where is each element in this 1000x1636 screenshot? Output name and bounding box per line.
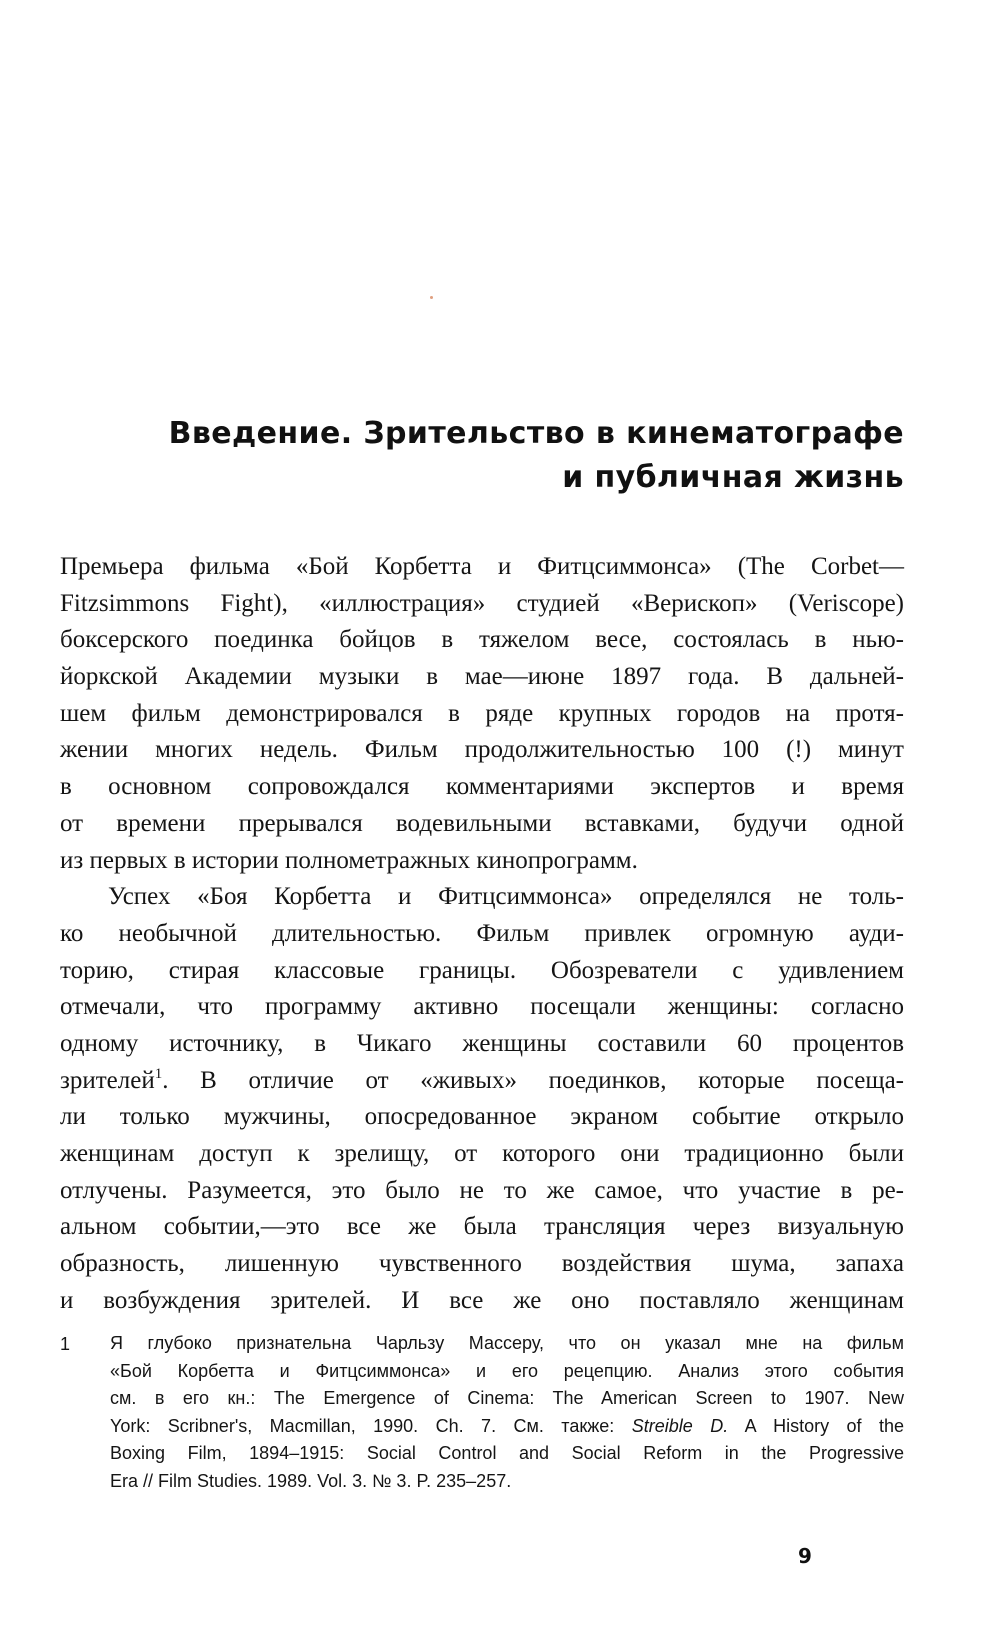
footnote-number: 1 bbox=[60, 1334, 71, 1354]
body-text bbox=[60, 549, 904, 1319]
footnote-line: «Бой Корбетта и Фитцсиммонса» и его рецепцию. Анализ этого события bbox=[110, 1360, 904, 1381]
page-number: 9 bbox=[798, 1544, 812, 1568]
text-line: ко необычной длительностью. Фильм привлек огромную ауди- bbox=[60, 919, 904, 947]
text-line bbox=[60, 1063, 904, 1100]
text-line: отлучены. Разумеется, это было не то же самое, что участие в ре- bbox=[60, 1176, 904, 1204]
text-fragment: зрителей bbox=[60, 1066, 155, 1094]
text-line: йоркской Академии музыки в мае—июне 1897 года. В дальней- bbox=[60, 663, 904, 691]
ink-speck bbox=[430, 296, 433, 299]
text-line: Успех «Боя Корбетта и Фитцсиммонса» определялся не толь- bbox=[108, 883, 904, 911]
text-line: женщинам доступ к зрелищу, от которого они традиционно были bbox=[60, 1140, 904, 1167]
chapter-title bbox=[169, 412, 904, 500]
text-line: шем фильм демонстрировался в ряде крупных городов на протя- bbox=[60, 699, 904, 727]
footnote-author: Streible D. bbox=[631, 1415, 729, 1436]
footnote-fragment: A History of the bbox=[728, 1415, 904, 1436]
text-line: образность, лишенную чувственного воздействия шума, запаха bbox=[60, 1250, 904, 1278]
text-line: ли только мужчины, опосредованное экраном событие открыло bbox=[60, 1103, 904, 1131]
footnote-text bbox=[110, 1330, 904, 1495]
text-line: Премьера фильма «Бой Корбетта и Фитцсиммонса» (The Corbet— bbox=[60, 553, 904, 580]
text-line: торию, стирая классовые границы. Обозреватели с удивлением bbox=[60, 956, 904, 984]
text-line: жении многих недель. Фильм продолжительностью 100 (!) минут bbox=[60, 736, 904, 764]
text-fragment: . В отличие от «живых» поединков, которые посеща- bbox=[162, 1066, 904, 1094]
footnote-fragment: York: Scribner's, Macmillan, 1990. Ch. 7. См. также: bbox=[110, 1415, 615, 1436]
text-line: альном событии,—это все же была трансляция через визуальную bbox=[60, 1213, 904, 1241]
text-line: одному источнику, в Чикаго женщины составили 60 процентов bbox=[60, 1029, 904, 1057]
text-line: Fitzsimmons Fight), «иллюстрация» студией «Верископ» (Veriscope) bbox=[60, 589, 904, 617]
text-line: и возбуждения зрителей. И все же оно поставляло женщинам bbox=[60, 1286, 904, 1314]
text-line: от времени прерывался водевильными вставками, будучи одной bbox=[60, 809, 904, 837]
text-line: в основном сопровождался комментариями экспертов и время bbox=[60, 773, 904, 801]
text-line: боксерского поединка бойцов в тяжелом весе, состоялась в нью- bbox=[60, 626, 904, 654]
footnote-line: Boxing Film, 1894–1915: Social Control and Social Reform in the Progressive bbox=[110, 1443, 904, 1463]
chapter-title-line: и публичная жизнь bbox=[562, 460, 904, 495]
footnote-line bbox=[110, 1413, 904, 1441]
footnote-line: Я глубоко признательна Чарльзу Массеру, что он указал мне на фильм bbox=[110, 1333, 904, 1353]
footnote-reference[interactable]: 1 bbox=[154, 1065, 163, 1082]
footnote bbox=[60, 1330, 904, 1495]
chapter-title-line: Введение. Зрительство в кинематографе bbox=[168, 416, 904, 451]
text-line: из первых в истории полнометражных кинопрограмм. bbox=[60, 846, 638, 874]
footnote-line: см. в его кн.: The Emergence of Cinema: The American Screen to 1907. New bbox=[110, 1388, 904, 1408]
footnote-line: Era // Film Studies. 1989. Vol. 3. № 3. P. 235–257. bbox=[110, 1470, 512, 1491]
text-line: отмечали, что программу активно посещали женщины: согласно bbox=[60, 993, 904, 1021]
